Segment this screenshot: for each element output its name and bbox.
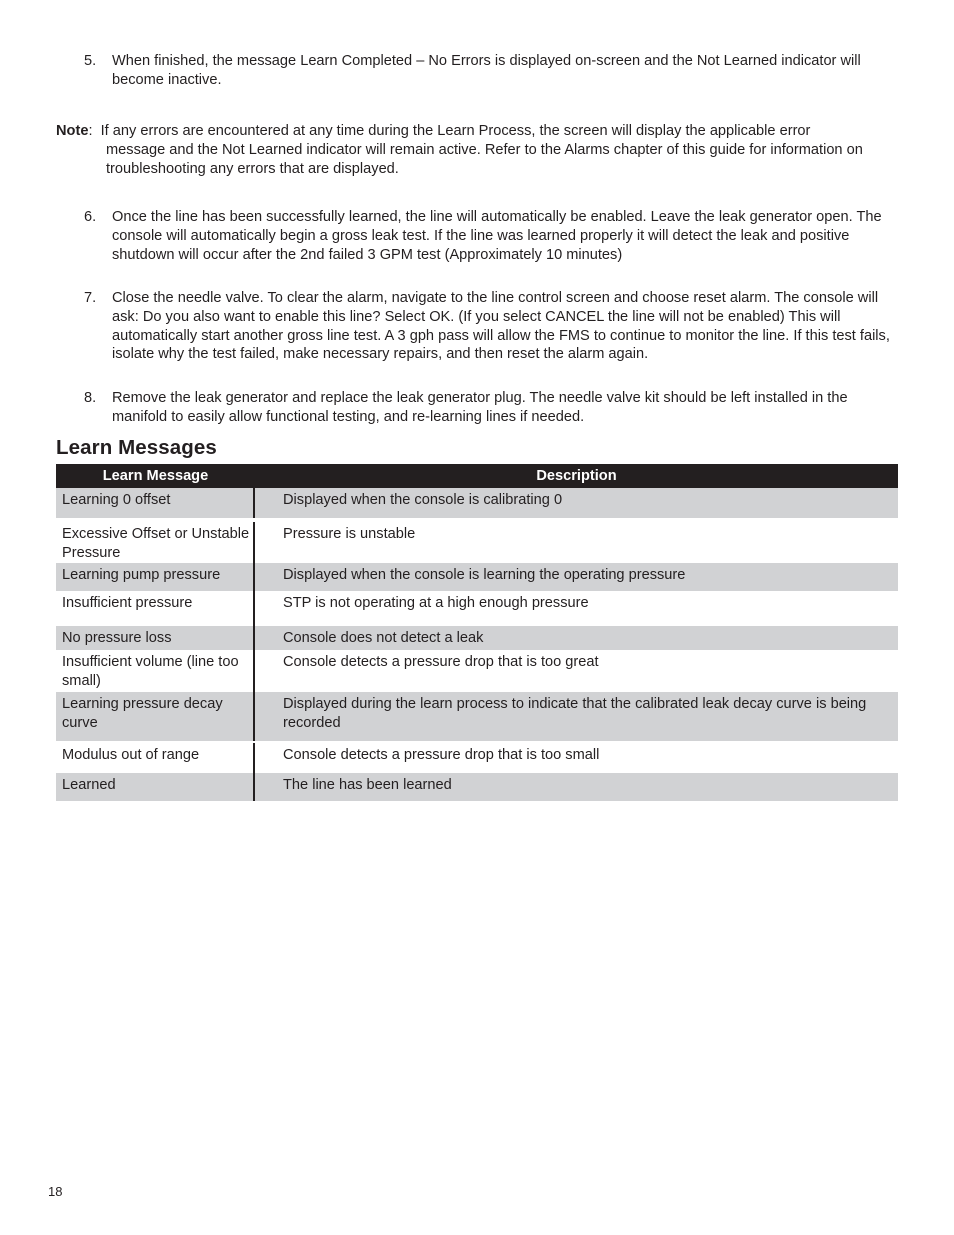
cell-message: Modulus out of range — [56, 743, 255, 773]
cell-message: Insufficient volume (line too small) — [56, 650, 255, 692]
table-row — [56, 626, 898, 650]
step-number: 5. — [84, 53, 97, 69]
table-row — [56, 650, 898, 692]
step-number: 8. — [84, 390, 97, 406]
note-label: Note — [56, 123, 89, 139]
step-number: 7. — [84, 290, 97, 306]
cell-message: Learning pressure decay curve — [56, 692, 255, 741]
cell-description: Pressure is unstable — [283, 526, 416, 542]
table-row — [56, 563, 898, 591]
cell-message: Learned — [56, 773, 255, 801]
cell-message: Learning 0 offset — [56, 488, 255, 518]
cell-description: Console detects a pressure drop that is too great — [283, 654, 599, 670]
cell-message: Learning pump pressure — [56, 563, 255, 591]
note-text: message and the Not Learned indicator will remain active. Refer to the Alarms chapter of this guide for information on troubleshooting any errors that are displayed. — [106, 141, 863, 177]
cell-message: Insufficient pressure — [56, 591, 255, 626]
table-row — [56, 591, 898, 626]
table-row — [56, 773, 898, 801]
cell-description: STP is not operating at a high enough pressure — [283, 595, 589, 611]
step-number: 6. — [84, 209, 97, 225]
table-row — [56, 518, 898, 563]
table-row — [56, 488, 898, 518]
table-row — [56, 741, 898, 773]
step-text: When finished, the message Learn Completed – No Errors is displayed on-screen and the Not Learned indicator will become inactive. — [112, 53, 861, 88]
cell-message: Excessive Offset or Unstable Pressure — [56, 522, 255, 563]
table-header — [56, 464, 898, 488]
step-text: Close the needle valve. To clear the alarm, navigate to the line control screen and choose reset alarm. The console will ask: Do you also want to enable this line? Select OK. (If you select CANCEL the line will not be enabled) This will automatically start another gross line test. A 3 gph pass will allow the FMS to continue to monitor the line. If this test fails, isolate why the test failed, make necessary repairs, and then reset the alarm again. — [112, 290, 890, 363]
note-block: Note: If any errors are encountered at any time during the Learn Process, the screen will display the applicable error message and the Not Learned indicator will remain active. Refer to the Alarms chapter of this guide for information on troubleshooting any errors that are displayed. — [56, 122, 898, 178]
cell-description: Console detects a pressure drop that is too small — [283, 747, 600, 763]
step-text: Once the line has been successfully learned, the line will automatically be enabled. Leave the leak generator open. The console will automatically begin a gross leak test. If the line was learned properly it will detect the leak and positive shutdown will occur after the 2nd failed 3 GPM test (Approximately 10 minutes) — [112, 209, 882, 263]
cell-description: Displayed when the console is calibrating 0 — [283, 492, 563, 508]
page-number: 18 — [48, 1184, 63, 1199]
column-header-learn-message: Learn Message — [102, 467, 209, 484]
column-header-description: Description — [536, 467, 617, 484]
cell-description: The line has been learned — [283, 777, 452, 793]
step-text: Remove the leak generator and replace the leak generator plug. The needle valve kit should be left installed in the manifold to easily allow functional testing, and re-learning lines if needed. — [112, 390, 848, 425]
cell-message: No pressure loss — [56, 626, 255, 650]
table-row — [56, 692, 898, 741]
cell-description: Console does not detect a leak — [283, 630, 484, 646]
section-title: Learn Messages — [56, 436, 217, 459]
cell-description: Displayed during the learn process to indicate that the calibrated leak decay curve is being recorded — [283, 696, 867, 731]
note-first-line: If any errors are encountered at any time during the Learn Process, the screen will display the applicable error — [100, 123, 811, 139]
cell-description: Displayed when the console is learning the operating pressure — [283, 567, 686, 583]
learn-messages-table — [56, 464, 898, 801]
